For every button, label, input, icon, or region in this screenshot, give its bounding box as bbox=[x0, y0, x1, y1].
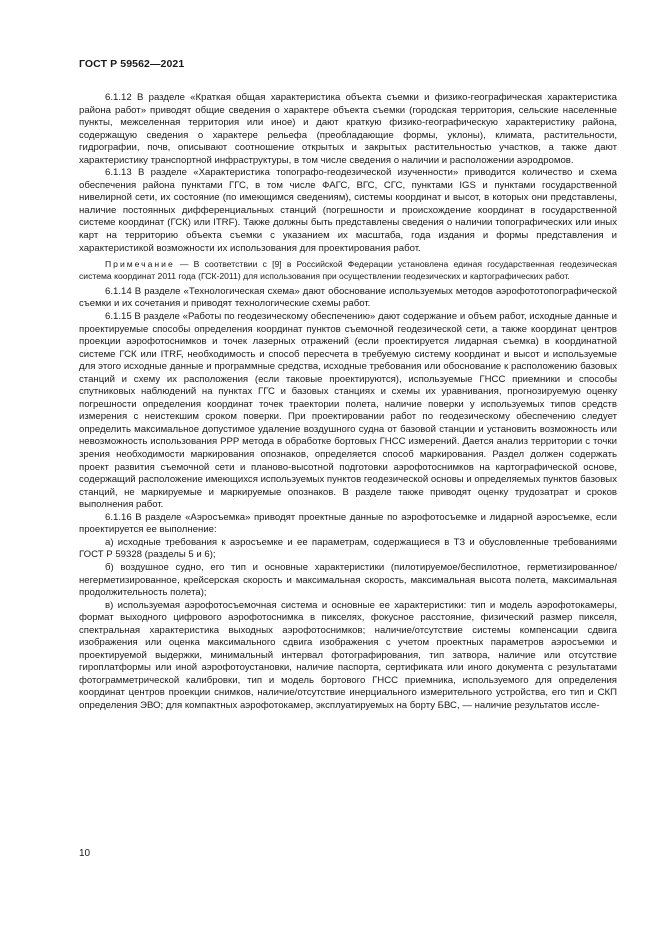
paragraph-6-1-12: 6.1.12 В разделе «Краткая общая характеристика объекта съемки и физико-географическая характеристика района работ» приводят общие сведения о характере объекта съемки (городская территория, сельские населенные пункты, межселенная территория или иное) и дают краткую физико-географическую характеристику района, содержащую сведения о характере рельефа (преобладающие формы, уклоны), климата, растительности, гидрографии, почв, описывают соотношение открытых и закрытых растительностью участков, а также дают характеристику транспортной инфраструктуры, в том числе сведения о наличии и расположении аэродромов. bbox=[79, 92, 617, 166]
list-item-b: б) воздушное судно, его тип и основные характеристики (пилотируемое/беспилотное, герметизированное/негерметизированное, крейсерская скорость и максимальная скорость, максимальная высота полета, максимальная продолжительность полета); bbox=[79, 561, 617, 599]
note bbox=[79, 259, 617, 282]
paragraph-6-1-13: 6.1.13 В разделе «Характеристика топографо-геодезической изученности» приводится количество и схема обеспечения района пунктами ГГС, в том числе ФАГС, ВГС, СГС, пунктами IGS и пунктами государственной нивелирной сети, их состояние (по имеющимся сведениям), системы координат и высот, в которых они представлены, наличие постоянных дифференциальных станций (погрешности и происхождение координат в государственной системе координат (ГСК) или ITRF). Также должны быть представлены сведения о наличии топографических или иных карт на территорию объекта съемки с указанием их масштаба, года издания и формы представления и характеристикой возможности их использования для проектирования работ. bbox=[79, 167, 617, 254]
list-item-v: в) используемая аэрофотосъемочная система и основные ее характеристики: тип и модель аэрофотокамеры, формат выходного цифрового аэрофотоснимка в пикселях, фокусное расстояние, физический размер пикселя, спектральная характеристика выходных аэрофотоснимков; наличие/отсутствие системы компенсации сдвига изображения или оценка максимального сдвига изображения с учетом проектных параметров аэросъемки и проектируемой выдержки, минимальный интервал фотографирования, тип затвора, наличие или отсутствие гироплатформы или иной аэрофотоустановки, наличие паспорта, сертификата или иного документа с результатами фотограмметрической калибровки, тип и модель бортового ГНСС приемника, используемого для определения координат центров проекции снимков, наличие/отсутствие инерциального измерительного устройства, его тип и СКП определения ЭВО; для компактных аэрофотокамер, эксплуатируемых на борту БВС, — наличие результатов иссле- bbox=[79, 599, 617, 711]
paragraph-6-1-15: 6.1.15 В разделе «Работы по геодезическому обеспечению» дают содержание и объем работ, исходные данные и проектируемые способы определения координат пунктов съемочной геодезической сети, а также координат центров проекции аэрофотоснимков и точек лазерных отражений (если проектируется лидарная съемка) в координатной системе ГСК или ITRF, необходимость и способ пересчета в требуемую систему координат и высот и используемые для этого исходные данные и программные средства, исходные требования или обоснование к расположению базовых станций и схему их расположения (если таковые проектируются), используемые ГНСС приемники и способы спутниковых наблюдений на пунктах ГГС и базовых станциях и схемы их уравнивания, прогнозируемую оценку погрешности определения координат точек траектории полета, наличие поверки у используемых типов средств измерения с неистекшим сроком поверки. При проектировании работ по геодезическому обеспечению следует определить максимальное допустимое удаление воздушного судна от базовой станции и установить возможность или невозможность использования PPP метода в обработке бортовых ГНСС измерений. Дается анализ территории с точки зрения необходимости маркирования опознаков, определяется способ маркирования. Раздел должен содержать проект развития съемочной сети и планово-высотной подготовки аэрофотоснимков на картографической основе, содержащий расположение имеющихся используемых пунктов геодезической основы и определяемых пунктов базовых станций, не маркируемые и маркируемые опознаков. В разделе также приводят оценку трудозатрат и сроков выполнения работ. bbox=[79, 311, 617, 511]
page-number: 10 bbox=[79, 848, 91, 859]
list-item-a: а) исходные требования к аэросъемке и ее параметрам, содержащиеся в ТЗ и обусловленные требованиями ГОСТ Р 59328 (разделы 5 и 6); bbox=[79, 536, 617, 561]
note-text: — В соответствии с [9] в Российской Федерации установлена единая государственная геодезическая система координат 2011 года (ГСК-2011) для использования при осуществлении геодезических и картографических работ. bbox=[79, 259, 617, 281]
paragraph-6-1-14: 6.1.14 В разделе «Технологическая схема» дают обоснование используемых методов аэрофототопографической съемки и их сочетания и приводят технологические схемы работ. bbox=[79, 285, 617, 310]
document-header: ГОСТ Р 59562—2021 bbox=[79, 58, 185, 70]
document-body bbox=[79, 92, 617, 713]
paragraph-6-1-16: 6.1.16 В разделе «Аэросъемка» приводят проектные данные по аэрофотосъемке и лидарной аэросъемке, если проектируется ее выполнение: bbox=[79, 511, 617, 536]
note-label: Примечание bbox=[105, 259, 175, 270]
